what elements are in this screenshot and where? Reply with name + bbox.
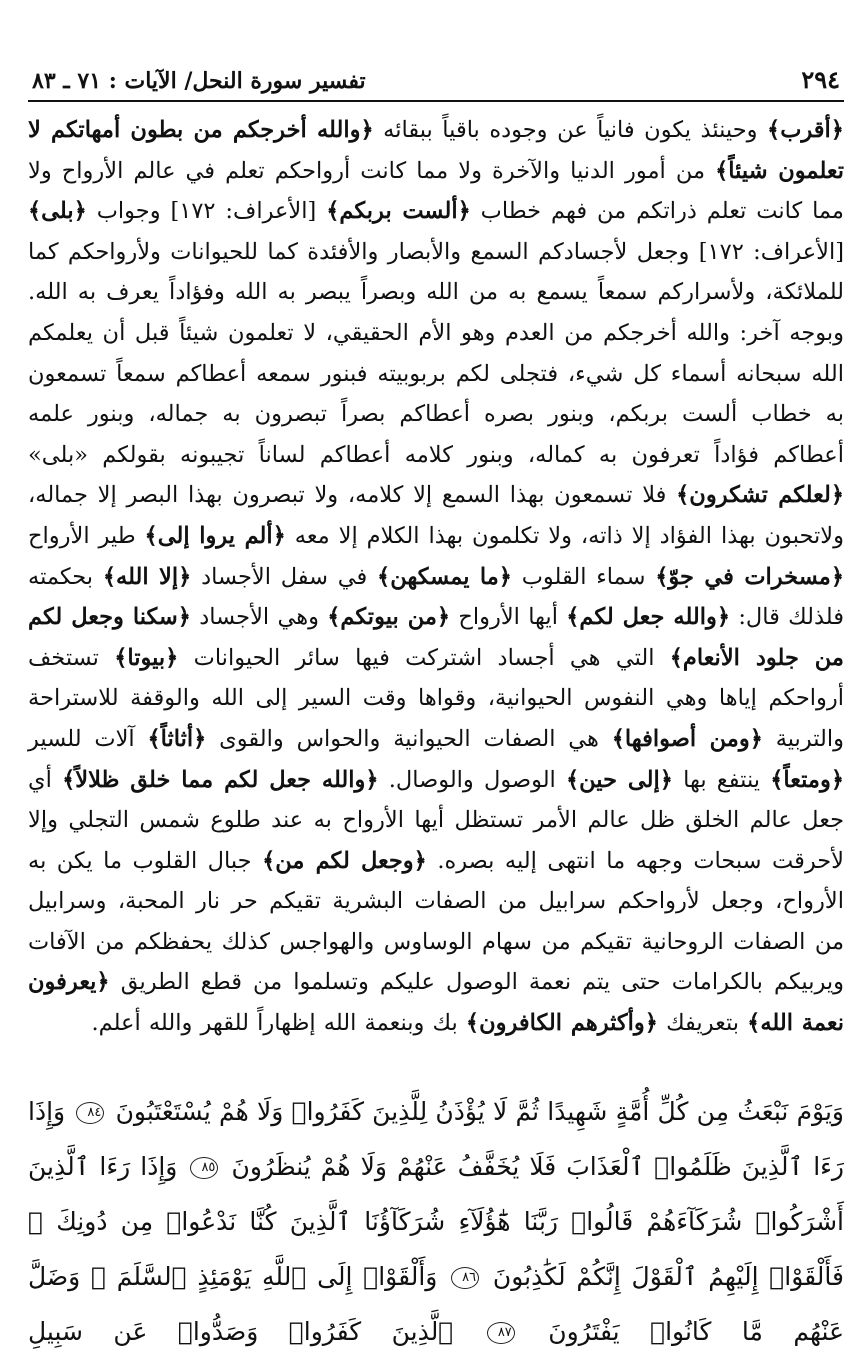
verse-text: وَإِذَا رَءَا ٱلَّذِينَ ظَلَمُوا۟ ٱلْعَذَابَ فَلَا يُخَفَّفُ عَنْهُمْ وَلَا هُمْ يُنظَرُونَ xyxy=(28,1096,844,1181)
verse-text: وَإِذَا رَءَا ٱلَّذِينَ أَشْرَكُوا۟ شُرَكَآءَهُمْ قَالُوا۟ رَبَّنَا هَٰٓؤُلَآءِ شُرَكَآؤُنَا ٱلَّذِينَ كُنَّا نَدْعُوا۟ مِن دُونِكَ ۖ فَأَلْقَوْا۟ إِلَيْهِمُ ٱلْقَوْلَ إِنَّكُمْ لَكَٰذِبُونَ xyxy=(28,1151,844,1291)
running-title: تفسير سورة النحل/ الآيات : ٧١ ـ ٨٣ xyxy=(32,68,366,94)
commentary-segment: من أمور الدنيا والآخرة ولا مما كانت أرواحكم تعلم في عالم الأرواح ولا مما كانت تعلم ذراتكم من فهم خطاب xyxy=(28,157,844,225)
commentary-segment: سماء القلوب xyxy=(511,563,656,590)
quran-quote: ﴿بيوتا﴾ xyxy=(114,644,179,671)
quran-quote: ﴿وجعل لكم من﴾ xyxy=(262,847,427,874)
commentary-segment: بتعريفك xyxy=(657,1010,748,1037)
quran-verses xyxy=(28,1084,844,1359)
verse-number-marker: ٨٥ xyxy=(190,1157,218,1179)
quran-quote: ﴿مسخرات في جوّ﴾ xyxy=(655,563,844,590)
commentary-segment: هي الصفات الحيوانية والحواس والقوى xyxy=(206,725,612,752)
quran-quote: ﴿لعلكم تشكرون﴾ xyxy=(676,482,845,509)
quran-quote: ﴿ألم يروا إلى﴾ xyxy=(144,522,286,549)
commentary-segment: أيها الأرواح xyxy=(450,604,567,631)
verse-text: وَيَوْمَ نَبْعَثُ مِن كُلِّ أُمَّةٍ شَهِيدًا ثُمَّ لَا يُؤْذَنُ لِلَّذِينَ كَفَرُوا۟ وَلَا هُمْ يُسْتَعْتَبُونَ xyxy=(107,1096,845,1126)
verse-number-marker: ٨٦ xyxy=(451,1267,479,1289)
commentary-segment: فلا تسمعون بهذا السمع إلا كلامه، ولا تبصرون بهذا البصر إلا جماله، ولاتحبون بهذا الفؤاد إلا ذاته، ولا تكلمون بهذا الكلام إلا معه xyxy=(28,482,844,549)
verse-text: ٱلَّذِينَ كَفَرُوا۟ وَصَدُّوا۟ عَن سَبِيلِ xyxy=(28,1316,454,1346)
commentary-segment: بحكمته فلذلك قال: xyxy=(28,563,844,631)
quran-quote: ﴿وأكثرهم الكافرون﴾ xyxy=(465,1010,658,1037)
commentary-segment: وهي الأجساد xyxy=(190,604,328,631)
quran-quote: ﴿ومتعاً﴾ xyxy=(770,766,845,793)
commentary-segment: أي جعل عالم الخلق ظل عالم الأمر تستظل أيها الأرواح به عند طلوع شمس التجلي وإلا لأحرقت سبحات وجهه ما انتهى إليه بصره. xyxy=(28,766,844,874)
quran-quote: ﴿والله أخرجكم من بطون أمهاتكم لا تعلمون شيئاً﴾ xyxy=(28,117,845,184)
commentary-segment: طير الأرواح xyxy=(28,522,145,549)
quran-quote: ﴿أثاثاً﴾ xyxy=(147,725,207,752)
book-page xyxy=(28,56,844,1359)
quran-quote: ﴿بلى﴾ xyxy=(28,198,87,225)
commentary-segment: الوصول والوصال. xyxy=(378,766,566,793)
quran-quote: ﴿إلا الله﴾ xyxy=(102,563,192,590)
commentary-segment: بك وبنعمة الله إظهاراً للقهر والله أعلم. xyxy=(91,1010,466,1037)
commentary-segment: وحينئذ يكون فانياً عن وجوده باقياً ببقائه xyxy=(373,117,768,143)
quran-quote: ﴿سكنا وجعل لكم من جلود الأنعام﴾ xyxy=(28,604,844,671)
quran-quote: ﴿أقرب﴾ xyxy=(767,117,844,143)
commentary-segment: آلات للسير xyxy=(28,725,148,752)
quran-quote: ﴿والله جعل لكم مما خلق ظلالاً﴾ xyxy=(62,766,379,793)
commentary-segment: ينتفع بها xyxy=(672,766,771,793)
page-number: ٢٩٤ xyxy=(801,65,840,94)
quran-quote: ﴿يعرفون نعمة الله﴾ xyxy=(28,969,844,1037)
quran-quote: ﴿ألست بربكم﴾ xyxy=(326,198,471,225)
commentary-segment: تستخف أرواحكم إياها وهي النفوس الحيوانية، وقواها وقت السير إلى الله والوقفة للاستراحة والتربية xyxy=(28,644,844,752)
commentary-segment: في سفل الأجساد xyxy=(191,563,378,590)
verse-number-marker: ٨٧ xyxy=(487,1322,515,1344)
commentary-segment: التي هي أجساد اشتركت فيها سائر الحيوانات xyxy=(178,644,670,671)
commentary-segment: [الأعراف: ١٧٢] وجواب xyxy=(86,198,327,225)
commentary-paragraph xyxy=(28,110,844,1044)
quran-quote: ﴿ومن أصوافها﴾ xyxy=(611,725,763,752)
quran-quote: ﴿من بيوتكم﴾ xyxy=(327,604,451,631)
commentary-segment: [الأعراف: ١٧٢] وجعل لأجسادكم السمع والأبصار والأفئدة كما للحيوانات ولأرواحكم كما للملائكة، ولأسراركم سمعاً يسمع به من الله وبصراً يبصر به الله وفؤاداً يعرف به الله. وبوجه آخر: والله أخرجكم من العدم وهو الأم الحقيقي، لا تعلمون شيئاً قبل أن يعلمكم الله سبحانه أسماء كل شيء، فتجلى لكم بربوبيته فبنور سمعه أعطاكم سمعاً تسمعون به خطاب ألست بربكم، وبنور بصره أعطاكم بصراً تبصرون به جماله، وبنور علمه أعطاكم فؤاداً تعرفون به كماله، وبنور كلامه أعطاكم لساناً تجيبونه بقولكم «بلى» xyxy=(28,238,844,468)
commentary-segment: جبال القلوب ما يكن به الأرواح، وجعل لأرواحكم سرابيل من الصفات البشرية تقيكم حر نار المحبة، وسرابيل من الصفات الروحانية تقيكم من سهام الوساوس والهواجس كذلك يحفظكم من الآفات ويربيكم بالكرامات حتى يتم نعمة الوصول عليكم وتسلموا من قطع الطريق xyxy=(28,847,844,996)
commentary-text xyxy=(28,110,844,1044)
page-header xyxy=(28,56,844,94)
quran-quote: ﴿ما يمسكهن﴾ xyxy=(377,563,512,590)
verse-text: وَأَلْقَوْا۟ إِلَى ٱللَّهِ يَوْمَئِذٍ ٱلسَّلَمَ ۖ وَضَلَّ عَنْهُم مَّا كَانُوا۟ يَفْتَرُونَ xyxy=(28,1261,844,1346)
quran-quote: ﴿إلى حين﴾ xyxy=(566,766,673,793)
verse-number-marker: ٨٤ xyxy=(76,1102,104,1124)
header-divider xyxy=(28,100,844,102)
quran-quote: ﴿والله جعل لكم﴾ xyxy=(566,604,731,631)
